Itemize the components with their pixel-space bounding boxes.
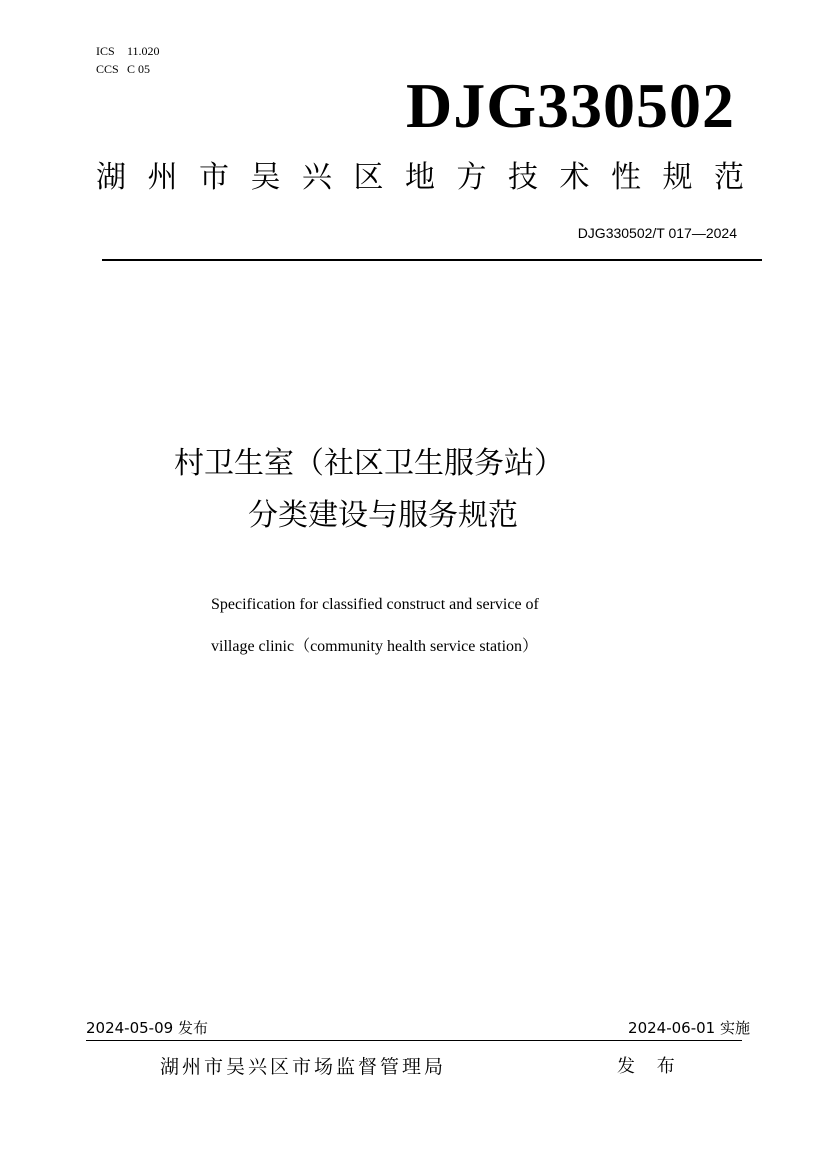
english-title-line-2: village clinic（community health service station） <box>211 638 539 655</box>
standard-type-char: 湖 <box>96 160 126 195</box>
date-row <box>86 1018 750 1041</box>
publish-label: 发 布 <box>617 1056 683 1077</box>
implementation-date: 2024-06-01 实施 <box>628 1019 750 1037</box>
standard-type-char: 区 <box>353 160 384 195</box>
standard-type-char: 吴 <box>250 160 281 195</box>
chinese-title-line-2: 分类建设与服务规范 <box>248 498 518 533</box>
standard-type-char: 州 <box>147 160 178 195</box>
ics-line <box>96 42 160 60</box>
ics-key: ICS <box>96 44 115 58</box>
standard-type-char: 地 <box>405 160 435 195</box>
chinese-title-line-1: 村卫生室（社区卫生服务站） <box>174 446 564 481</box>
standard-code: DJG330502/T 017—2024 <box>577 225 737 241</box>
english-title <box>211 584 539 668</box>
standard-type-char: 市 <box>199 160 229 195</box>
classification-codes <box>96 42 160 78</box>
issue-date: 2024-05-09 发布 <box>86 1019 208 1037</box>
standard-number: DJG330502 <box>406 70 735 141</box>
standard-type-heading <box>96 158 744 198</box>
standard-type-char: 性 <box>611 160 641 195</box>
standard-type-char: 方 <box>456 160 487 195</box>
standard-type-char: 术 <box>559 160 590 195</box>
standard-type-char: 技 <box>508 160 538 195</box>
standard-type-char: 范 <box>714 160 744 195</box>
english-title-line-1: Specification for classified construct and service of <box>211 596 539 613</box>
header-divider <box>102 259 762 261</box>
publisher-name: 湖州市吴兴区市场监督管理局 <box>160 1056 447 1078</box>
standard-type-char: 兴 <box>302 160 332 195</box>
standard-type-char: 规 <box>662 160 693 195</box>
ccs-line <box>96 60 160 78</box>
ccs-value: C 05 <box>127 62 151 76</box>
ics-value: 11.020 <box>127 44 160 58</box>
chinese-title <box>0 438 815 542</box>
ccs-key: CCS <box>96 62 119 76</box>
